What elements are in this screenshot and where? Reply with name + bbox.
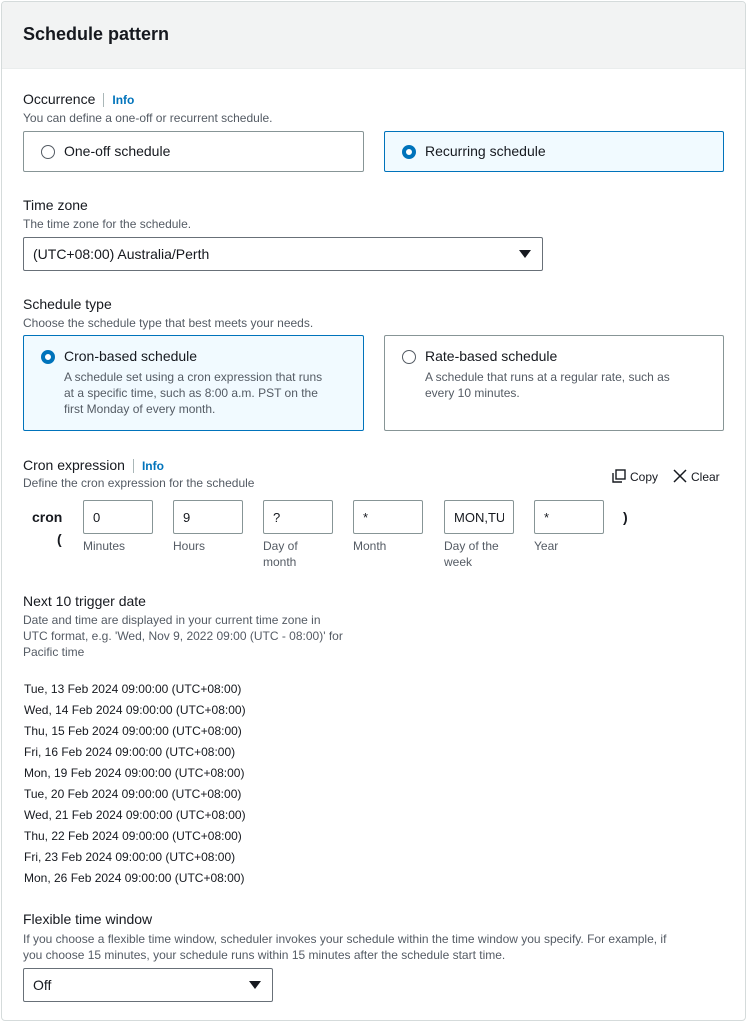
occurrence-heading [23, 91, 134, 107]
minutes-caption: Minutes [83, 539, 126, 553]
caret-down-icon [519, 250, 531, 258]
day-of-month-caption-2: month [263, 555, 297, 569]
trigger-date: Fri, 16 Feb 2024 09:00:00 (UTC+08:00) [24, 745, 236, 759]
cron-hours-input[interactable] [173, 500, 243, 534]
cron-based-schedule-option[interactable] [23, 335, 364, 431]
cron-year-input[interactable] [534, 500, 604, 534]
rate-based-schedule-label: Rate-based schedule [425, 348, 558, 364]
day-of-month-caption-1: Day of [263, 539, 298, 553]
cron-day-of-month-input[interactable] [263, 500, 333, 534]
trigger-date: Tue, 20 Feb 2024 09:00:00 (UTC+08:00) [24, 787, 242, 801]
flexible-window-desc-2: you choose 15 minutes, your schedule runs within 15 minutes after the schedule start time. [23, 948, 506, 962]
page-title: Schedule pattern [23, 24, 170, 44]
clear-button[interactable] [673, 469, 720, 484]
flexible-window-desc-1: If you choose a flexible time window, scheduler invokes your schedule within the time window you specify. For example, if [23, 932, 667, 946]
cron-heading [23, 457, 164, 473]
cron-based-schedule-label: Cron-based schedule [64, 348, 198, 364]
one-off-schedule-option[interactable] [23, 131, 364, 172]
clear-label: Clear [691, 470, 720, 484]
cron-desc-line-3: first Monday of every month. [64, 402, 216, 416]
cron-month-input[interactable] [353, 500, 423, 534]
hours-caption: Hours [173, 539, 206, 553]
cron-desc-line-2: at a specific time, such as 8:00 a.m. PST on the [64, 386, 318, 400]
next-triggers-label: Next 10 trigger date [23, 593, 146, 609]
one-off-schedule-label: One-off schedule [64, 143, 171, 159]
year-caption: Year [534, 539, 559, 553]
copy-icon [612, 469, 626, 483]
flexible-window-label: Flexible time window [23, 911, 153, 927]
timezone-select[interactable] [23, 237, 543, 271]
occurrence-label: Occurrence [23, 91, 96, 107]
month-caption: Month [353, 539, 387, 553]
rate-desc-line-1: A schedule that runs at a regular rate, such as [425, 370, 670, 384]
trigger-date: Mon, 26 Feb 2024 09:00:00 (UTC+08:00) [24, 871, 245, 885]
trigger-date: Tue, 13 Feb 2024 09:00:00 (UTC+08:00) [24, 682, 242, 696]
divider [103, 93, 104, 107]
cron-day-of-week-input[interactable] [444, 500, 514, 534]
recurring-schedule-option[interactable] [384, 131, 724, 172]
timezone-label: Time zone [23, 197, 88, 213]
trigger-date: Thu, 15 Feb 2024 09:00:00 (UTC+08:00) [24, 724, 242, 738]
flexible-window-select[interactable] [23, 968, 273, 1002]
radio-cron[interactable] [41, 350, 55, 364]
rate-based-schedule-option[interactable] [384, 335, 724, 431]
divider [133, 459, 134, 473]
day-of-week-caption-2: week [444, 555, 473, 569]
cron-open-paren: ( [57, 531, 62, 547]
trigger-date: Wed, 14 Feb 2024 09:00:00 (UTC+08:00) [24, 703, 246, 717]
panel-header [2, 2, 745, 69]
timezone-description: The time zone for the schedule. [23, 217, 192, 231]
radio-rate[interactable] [402, 350, 416, 364]
trigger-date: Wed, 21 Feb 2024 09:00:00 (UTC+08:00) [24, 808, 246, 822]
occurrence-description: You can define a one-off or recurrent schedule. [23, 111, 273, 125]
next-triggers-desc-2: UTC format, e.g. 'Wed, Nov 9, 2022 09:00 (UTC - 08:00)' for [23, 629, 343, 643]
cron-prefix: cron [32, 509, 63, 525]
trigger-date: Mon, 19 Feb 2024 09:00:00 (UTC+08:00) [24, 766, 245, 780]
cron-desc-line-1: A schedule set using a cron expression that runs [64, 370, 323, 384]
schedule-type-description: Choose the schedule type that best meets your needs. [23, 316, 314, 330]
close-icon [673, 469, 687, 483]
timezone-value: (UTC+08:00) Australia/Perth [33, 246, 210, 262]
copy-label: Copy [630, 470, 659, 484]
radio-one-off[interactable] [41, 145, 55, 159]
radio-recurring[interactable] [402, 145, 416, 159]
trigger-date: Thu, 22 Feb 2024 09:00:00 (UTC+08:00) [24, 829, 242, 843]
cron-expression-label: Cron expression [23, 457, 125, 473]
schedule-type-label: Schedule type [23, 296, 112, 312]
occurrence-info-link[interactable]: Info [112, 93, 135, 107]
next-triggers-desc-3: Pacific time [23, 645, 85, 659]
cron-minutes-input[interactable] [83, 500, 153, 534]
day-of-week-caption-1: Day of the [444, 539, 499, 553]
trigger-date: Fri, 23 Feb 2024 09:00:00 (UTC+08:00) [24, 850, 236, 864]
schedule-pattern-panel [1, 1, 746, 1021]
recurring-schedule-label: Recurring schedule [425, 143, 546, 159]
caret-down-icon [249, 981, 261, 989]
cron-close-paren: ) [623, 509, 628, 525]
cron-info-link[interactable]: Info [141, 459, 164, 473]
flexible-window-value: Off [33, 977, 52, 993]
next-triggers-desc-1: Date and time are displayed in your current time zone in [23, 613, 321, 627]
rate-desc-line-2: every 10 minutes. [425, 386, 520, 400]
copy-button[interactable] [612, 469, 658, 484]
cron-description: Define the cron expression for the schedule [23, 476, 255, 490]
